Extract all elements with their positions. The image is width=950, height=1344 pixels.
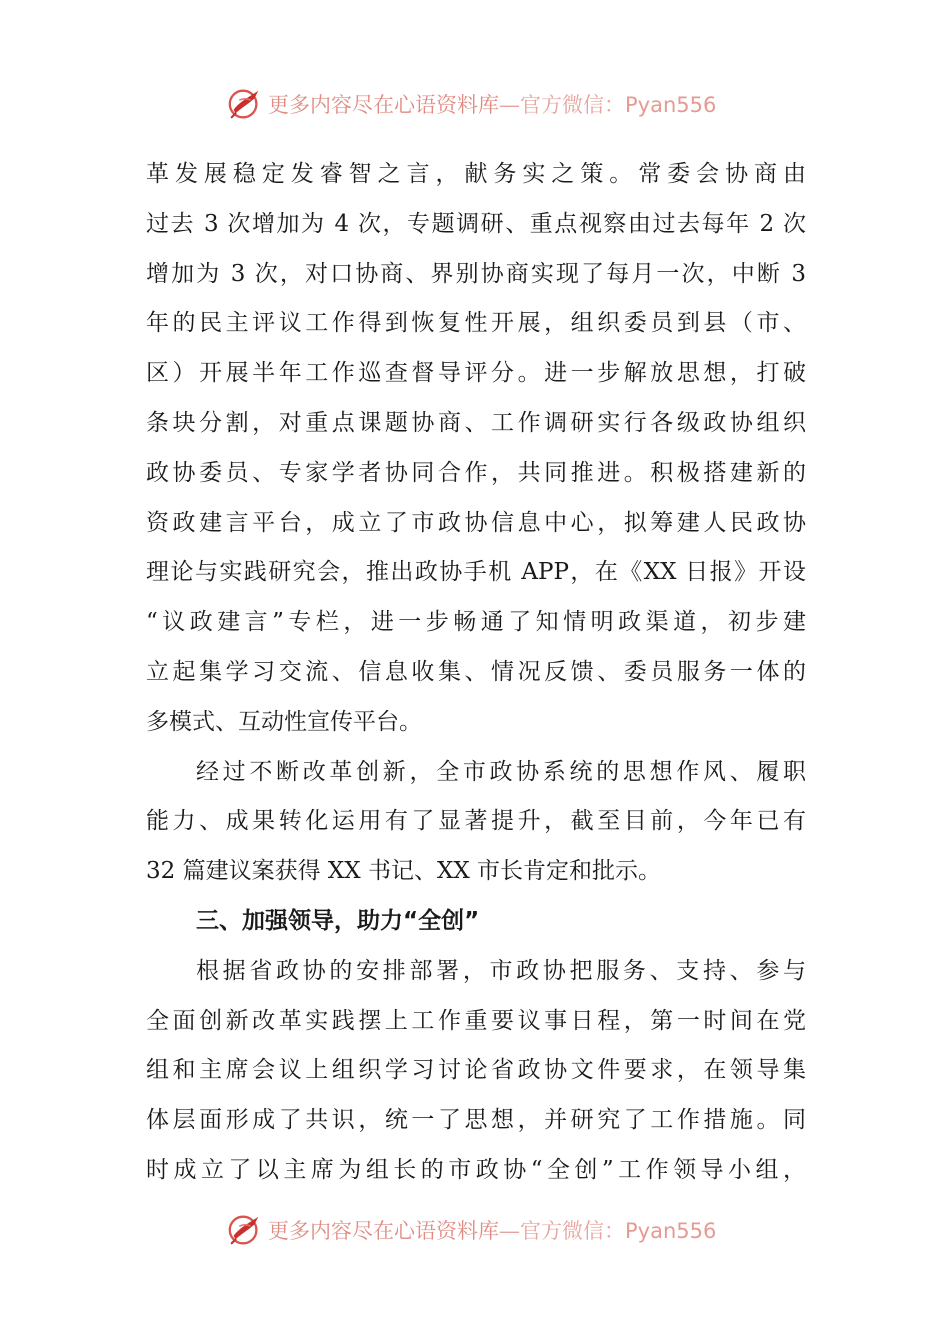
text-line: 时成立了以主席为组长的市政协“全创”工作领导小组， bbox=[146, 1156, 806, 1183]
watermark-text bbox=[268, 1215, 716, 1245]
text-line: 经过不断改革创新，全市政协系统的思想作风、履职 bbox=[196, 758, 806, 785]
text-line: 根据省政协的安排部署，市政协把服务、支持、参与 bbox=[196, 957, 806, 984]
text-line: 立起集学习交流、信息收集、情况反馈、委员服务一体的 bbox=[146, 658, 806, 685]
text-line: 增加为 3 次，对口协商、界别协商实现了每月一次，中断 3 bbox=[146, 260, 806, 287]
text-line: 资政建言平台，成立了市政协信息中心，拟筹建人民政协 bbox=[146, 509, 806, 536]
watermark-text bbox=[268, 89, 716, 119]
text-line: 体层面形成了共识，统一了思想，并研究了工作措施。同 bbox=[146, 1107, 806, 1134]
text-line: 年的民主评议工作得到恢复性开展，组织委员到县（市、 bbox=[146, 310, 806, 337]
pen-nib-logo-icon bbox=[226, 1211, 264, 1249]
watermark-wechat-label: 官方微信： bbox=[520, 1219, 625, 1243]
text-line: 多模式、互动性宣传平台。 bbox=[146, 708, 422, 735]
text-line: 政协委员、专家学者协同合作，共同推进。积极搭建新的 bbox=[146, 459, 806, 486]
text-line: 能力、成果转化运用有了显著提升，截至目前，今年已有 bbox=[146, 808, 806, 835]
pen-nib-logo-icon bbox=[226, 85, 264, 123]
watermark-wechat-id: Pyan556 bbox=[625, 1219, 717, 1243]
text-line: 革发展稳定发睿智之言，献务实之策。常委会协商由 bbox=[146, 161, 806, 187]
watermark-banner-bottom bbox=[226, 1210, 746, 1250]
text-line: 理论与实践研究会，推出政协手机 APP，在《XX 日报》开设 bbox=[146, 559, 806, 586]
text-line: 组和主席会议上组织学习讨论省政协文件要求，在领导集 bbox=[146, 1057, 806, 1084]
text-line: 条块分割，对重点课题协商、工作调研实行各级政协组织 bbox=[146, 409, 806, 436]
text-line: 过去 3 次增加为 4 次，专题调研、重点视察由过去每年 2 次 bbox=[146, 210, 806, 237]
watermark-separator: — bbox=[499, 93, 520, 117]
text-line: 全面创新改革实践摆上工作重要议事日程，第一时间在党 bbox=[146, 1007, 806, 1034]
text-line: 区）开展半年工作巡查督导评分。进一步解放思想，打破 bbox=[146, 360, 806, 387]
document-body bbox=[146, 150, 806, 1196]
watermark-main: 更多内容尽在心语资料库 bbox=[268, 1219, 499, 1243]
watermark-main: 更多内容尽在心语资料库 bbox=[268, 93, 499, 117]
text-line: 32 篇建议案获得 XX 书记、XX 市长肯定和批示。 bbox=[146, 858, 662, 885]
section-heading: 三、加强领导，助力“全创” bbox=[196, 907, 480, 934]
watermark-banner-top bbox=[226, 84, 746, 124]
watermark-wechat-label: 官方微信： bbox=[520, 93, 625, 117]
text-line: “议政建言”专栏，进一步畅通了知情明政渠道，初步建 bbox=[146, 609, 806, 636]
watermark-wechat-id: Pyan556 bbox=[625, 93, 717, 117]
watermark-separator: — bbox=[499, 1219, 520, 1243]
